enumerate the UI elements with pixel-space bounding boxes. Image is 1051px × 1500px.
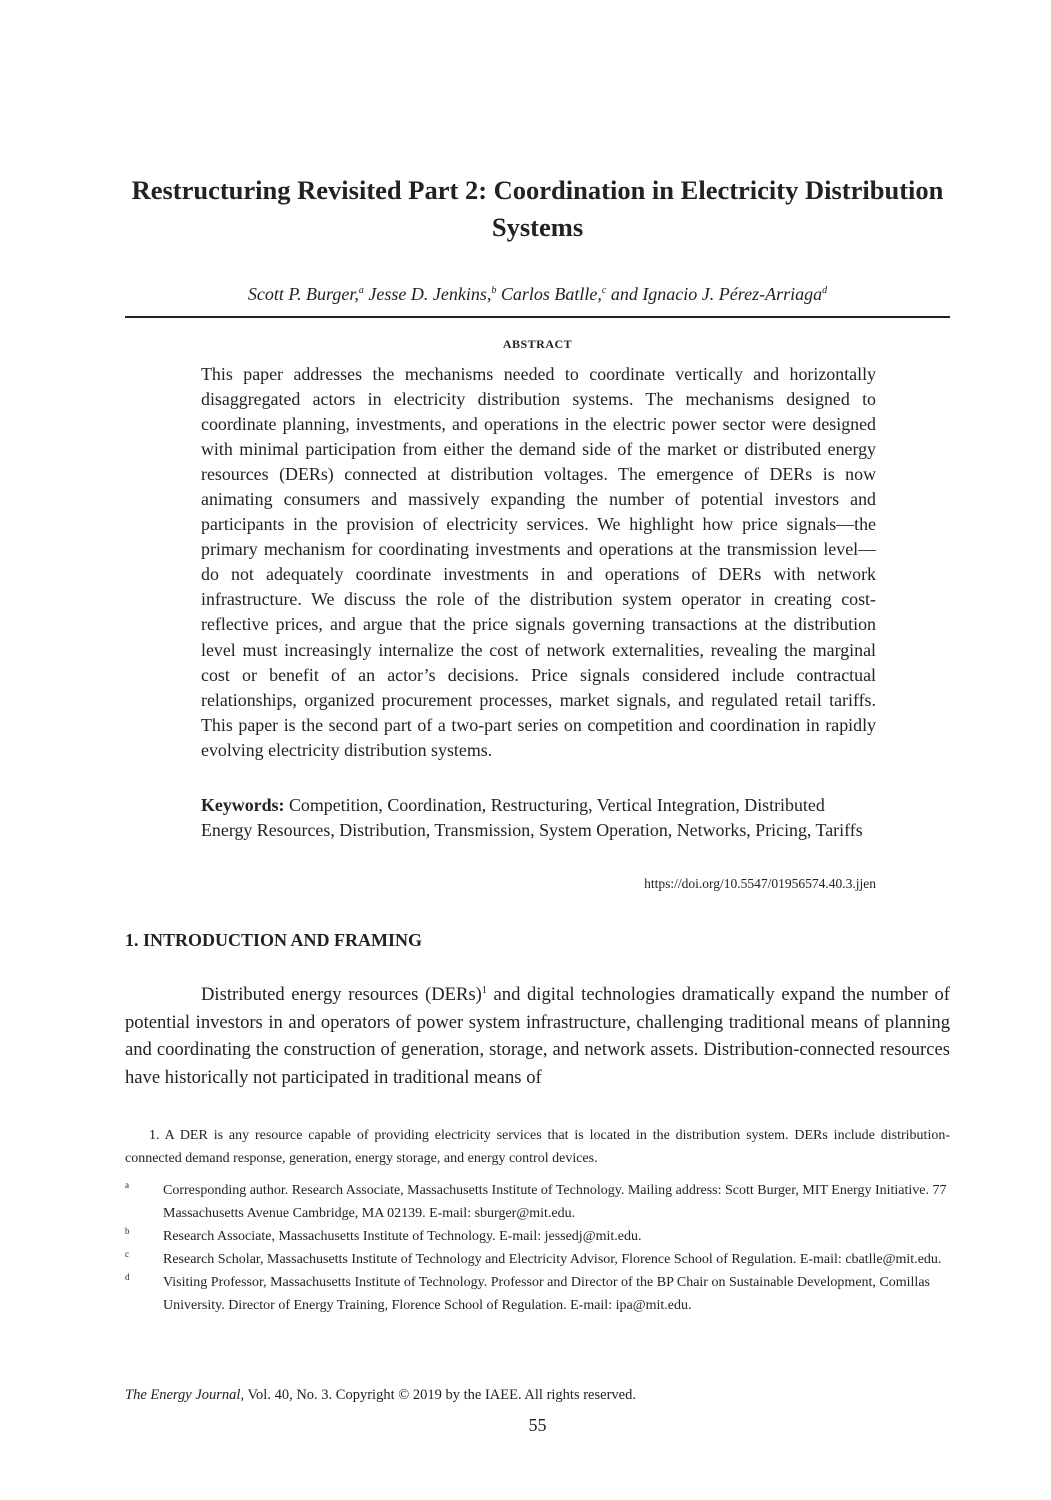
affiliations	[125, 1179, 950, 1317]
affiliation-b	[125, 1225, 950, 1248]
author-mark: b	[491, 285, 497, 296]
doi-link[interactable]: https://doi.org/10.5547/01956574.40.3.jjen	[644, 876, 876, 891]
header-rule	[125, 316, 950, 318]
author-mark: d	[822, 285, 828, 296]
abstract-text: This paper addresses the mechanisms needed to coordinate vertically and horizontally disaggregated actors in electricity distribution systems. The mechanisms designed to coordinate planning, investments, and operations in the electric power sector were designed with minimal participation from either the demand side of the market or distributed energy resources (DERs) connected at distribution voltages. The emergence of DERs is now animating consumers and massively expanding the number of potential investors and participants in the provision of electricity services. We highlight how price signals—the primary mechanism for coordinating investments and operations at the transmission level—do not adequately coordinate investments in and operations of DERs with network infrastructure. We discuss the role of the distribution system operator in creating cost-reflective prices, and argue that the price signals governing transactions at the distribution level must increasingly internalize the cost of network externalities, revealing the marginal cost or benefit of an actor’s decisions. Price signals considered include contractual relationships, organized procurement processes, market signals, and regulated retail tariffs. This paper is the second part of a two-part series on competition and coordination in rapidly evolving electricity distribution systems.	[201, 364, 876, 760]
affiliation-mark: c	[125, 1249, 129, 1259]
abstract-heading: ABSTRACT	[502, 337, 573, 351]
affiliation-text: Research Scholar, Massachusetts Institute of Technology and Electricity Advisor, Florence School of Regulation. E-mail: cbatlle@mit.edu.	[163, 1252, 942, 1267]
affiliation-text: Research Associate, Massachusetts Institute of Technology. E-mail: jessedj@mit.edu.	[163, 1229, 642, 1244]
affiliation-mark: d	[125, 1272, 130, 1282]
affiliation-a	[125, 1179, 950, 1225]
copyright-text: , Vol. 40, No. 3. Copyright © 2019 by the IAEE. All rights reserved.	[240, 1387, 636, 1403]
intro-text-start: Distributed energy resources (DERs)	[201, 984, 482, 1005]
author-name: Carlos Batlle,	[496, 284, 602, 304]
affiliation-text: Corresponding author. Research Associate, Massachusetts Institute of Technology. Mailing address: Scott Burger, MIT Energy Initiative. 77 Massachusetts Avenue Cambridge, MA 02139. E-mail: sburger@mit.edu.	[163, 1183, 947, 1221]
keywords-list: Competition, Coordination, Restructuring, Vertical Integration, Distributed Energy Resources, Distribution, Transmission, System Operation, Networks, Pricing, Tariffs	[201, 795, 863, 841]
affiliation-c	[125, 1248, 950, 1271]
footnote-ref[interactable]: 1	[481, 984, 487, 996]
intro-text-rest: and digital technologies dramatically expand the number of potential investors in and operators of power system infrastructure, challenging traditional means of planning and coordinating the construction of generation, storage, and network assets. Distribution-connected resources have historically not participated in traditional means of	[125, 984, 950, 1088]
author-name: and Ignacio J. Pérez-Arriaga	[606, 284, 823, 304]
author-mark: a	[358, 285, 364, 296]
section-heading: 1. INTRODUCTION AND FRAMING	[125, 930, 423, 950]
page-number: 55	[528, 1415, 547, 1435]
paper-title: Restructuring Revisited Part 2: Coordination in Electricity Distribution Systems	[131, 175, 944, 242]
affiliation-d	[125, 1271, 950, 1317]
affiliation-mark: b	[125, 1226, 130, 1236]
footnote-1: 1. A DER is any resource capable of providing electricity services that is located in the distribution system. DERs include distribution-connected demand response, generation, energy storage, and energy control devices.	[125, 1128, 950, 1166]
keywords-label: Keywords:	[201, 795, 285, 815]
keywords	[201, 793, 876, 843]
copyright-line	[125, 1385, 950, 1405]
author-name: Jesse D. Jenkins,	[363, 284, 492, 304]
journal-name: The Energy Journal	[125, 1387, 241, 1403]
author-mark: c	[601, 285, 607, 296]
affiliation-text: Visiting Professor, Massachusetts Institute of Technology. Professor and Director of the BP Chair on Sustainable Development, Comillas University. Director of Energy Training, Florence School of Regulation. E-mail: ipa@mit.edu.	[163, 1275, 930, 1313]
intro-paragraph	[125, 981, 950, 1091]
affiliation-mark: a	[125, 1180, 129, 1190]
author-line	[120, 282, 955, 306]
author-name: Scott P. Burger,	[247, 284, 359, 304]
